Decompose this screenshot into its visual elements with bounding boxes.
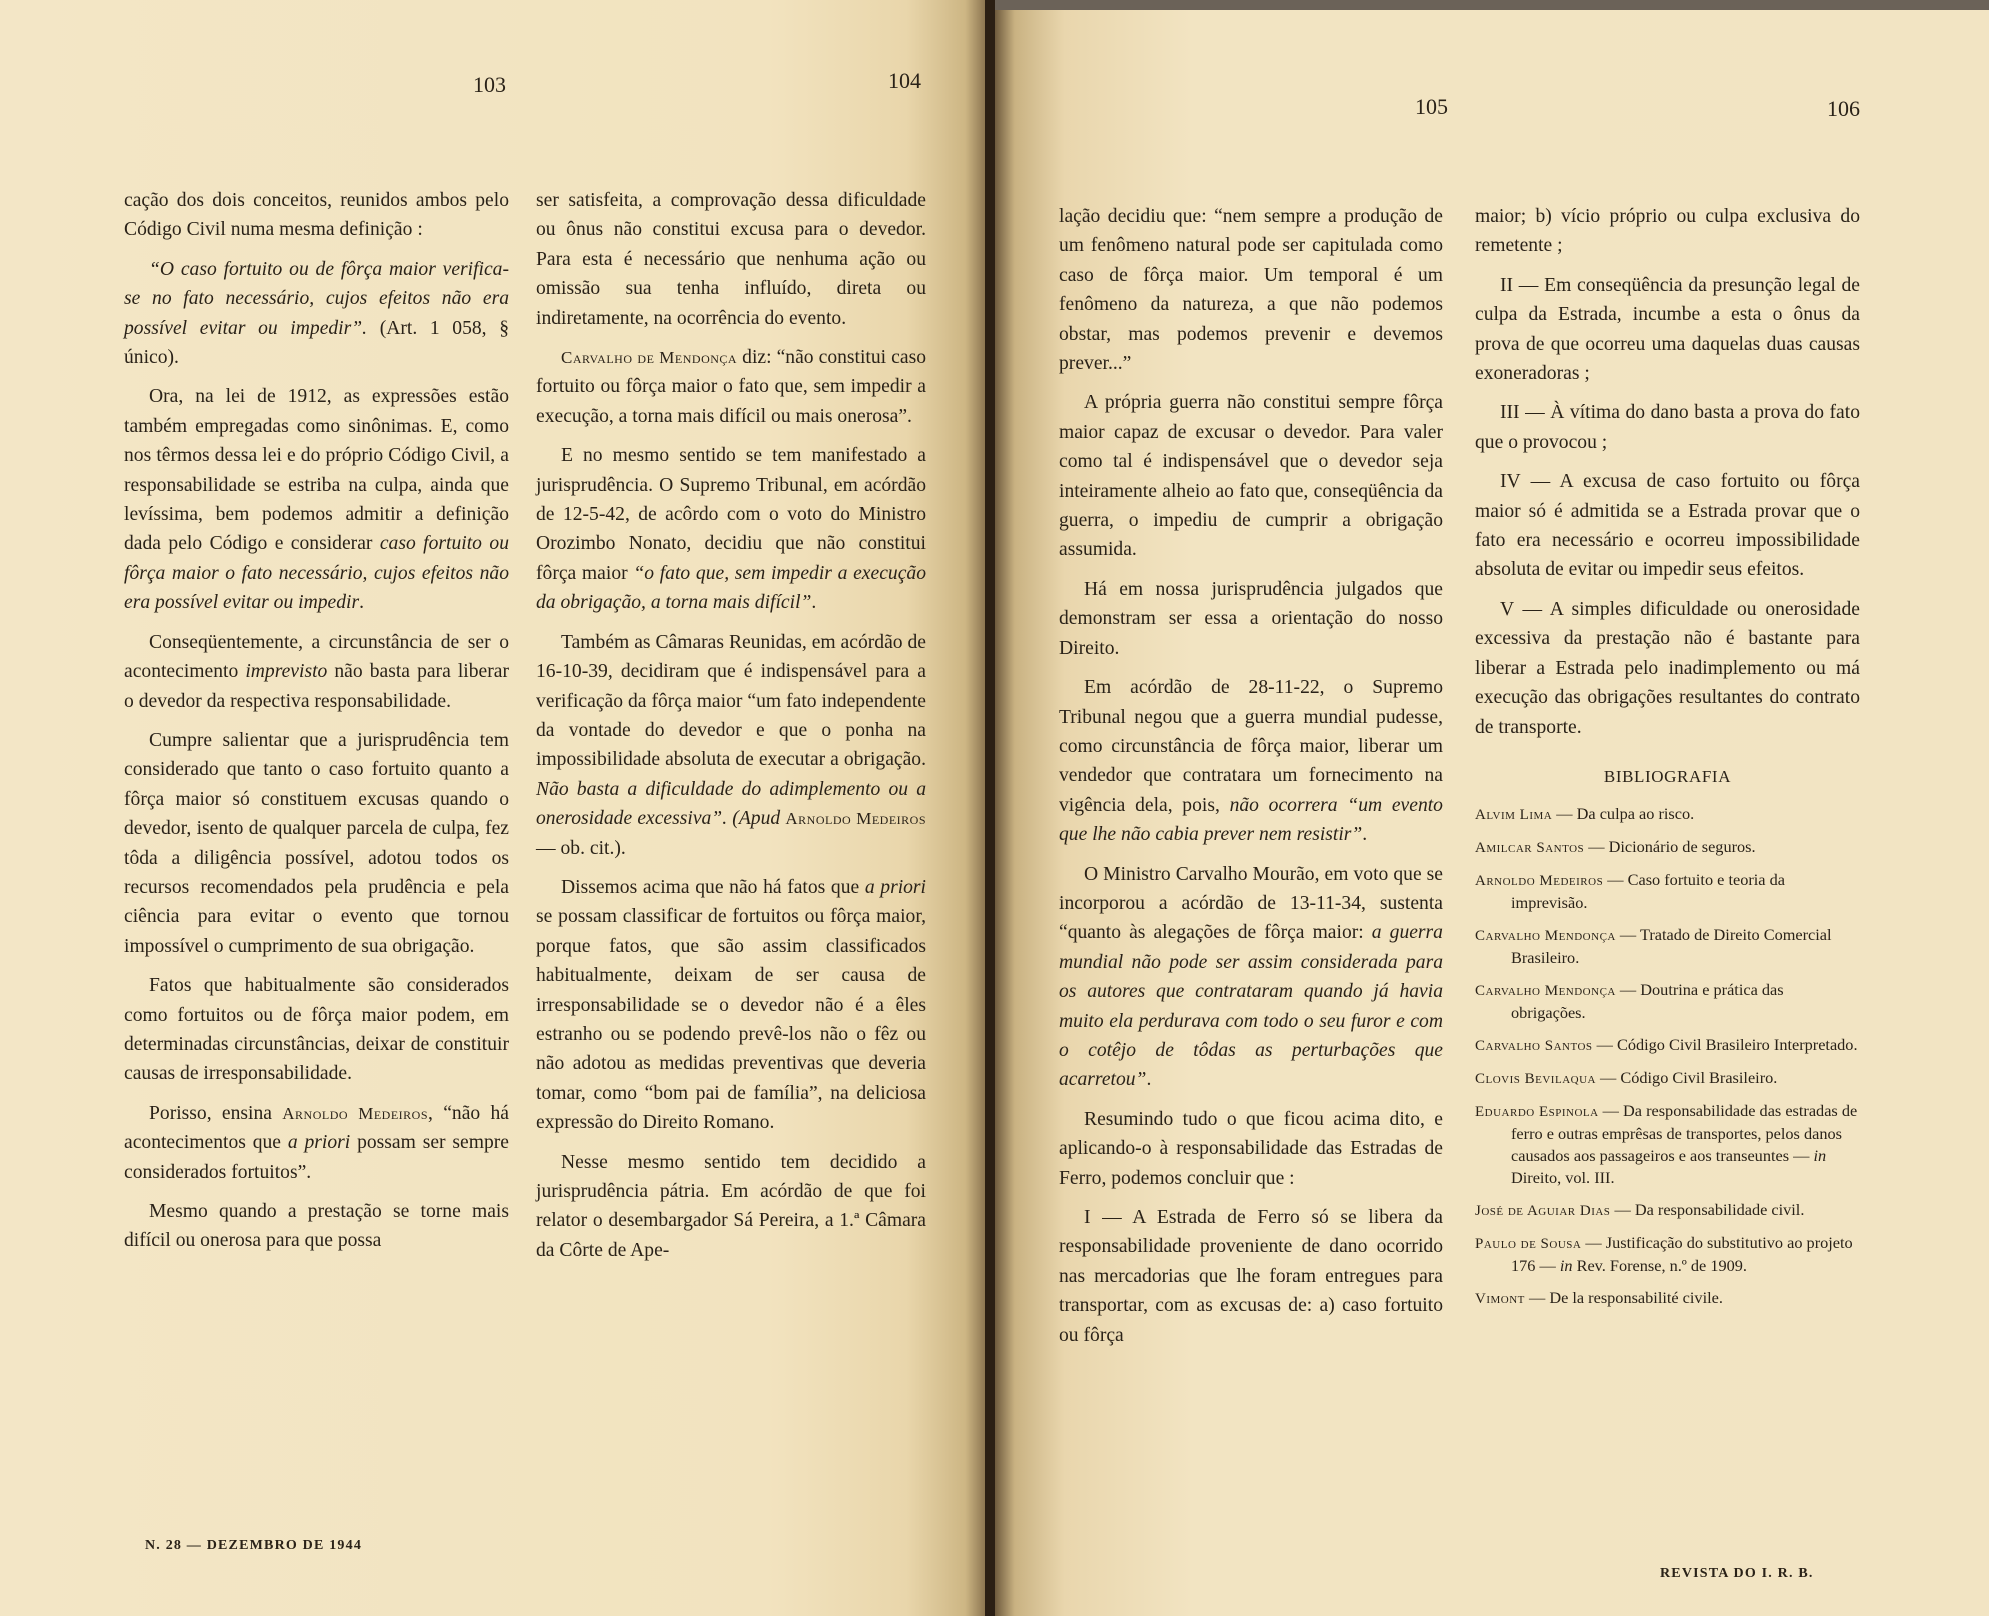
- bibliography-entry: [1475, 803, 1860, 826]
- page-103-paragraph: “O caso fortuito ou de fôrça maior verifica-se no fato necessário, cujos efeitos não era possível evitar ou impedir”. (Art. 1 058, § único).: [124, 258, 509, 369]
- bibliography-list: [1475, 803, 1860, 1310]
- page-103-paragraph: Cumpre salientar que a jurisprudência tem considerado que tanto o caso fortuito quanto a fôrça maior só constituem excusas quando o devedor, isento de qualquer parcela de culpa, fez tôda a diligência possível, adotou todos os recursos recomendados pela prudência e pela ciência para evitar o evento que tornou impossível o cumprimento de sua obrigação.: [124, 729, 509, 957]
- page-106-paragraph: maior; b) vício próprio ou culpa exclusiva do remetente ;: [1475, 206, 1860, 257]
- bibliography-work: — Tratado de Direito Comercial Brasileiro.: [1511, 925, 1832, 968]
- footer-issue-date: N. 28 — DEZEMBRO DE 1944: [145, 1538, 363, 1553]
- bibliography-entry: [1475, 1287, 1860, 1310]
- page-105-paragraph: I — A Estrada de Ferro só se libera da responsabilidade proveniente de dano ocorrido nas mercadorias que lhe foram entregues para transportar, com as excusas de: a) caso fortuito ou fôrça: [1059, 1207, 1443, 1346]
- bibliography-author: Alvim Lima: [1475, 807, 1553, 824]
- page-104-paragraph: E no mesmo sentido se tem manifestado a jurisprudência. O Supremo Tribunal, em acórdão de 12-5-42, de acôrdo com o voto do Ministro Orozimbo Nonato, decidiu que não constitui fôrça maior “o fato que, sem impedir a execução da obrigação, a torna mais difícil”.: [536, 445, 926, 614]
- right-page: [995, 0, 1989, 1616]
- page-103-paragraph: Fatos que habitualmente são considerados como fortuitos ou de fôrça maior podem, em determinadas circunstâncias, deixar de constituir causas de irresponsabilidade.: [124, 975, 509, 1085]
- bibliography-author: Carvalho Mendonça: [1475, 928, 1616, 945]
- page-105-paragraph: Em acórdão de 28-11-22, o Supremo Tribunal negou que a guerra mundial pudesse, como circunstância de fôrça maior, liberar um vendedor que contratara um fornecimento na vigência dela, pois, não ocorrera “um evento que lhe não cabia prever nem resistir”.: [1059, 677, 1443, 846]
- bibliography-entry: [1475, 869, 1860, 914]
- bibliography-work: — Código Civil Brasileiro Interpretado.: [1592, 1035, 1858, 1055]
- page-number-103: 103: [473, 72, 506, 97]
- book-gutter: [985, 0, 995, 1616]
- bibliography-author: Vimont: [1475, 1291, 1525, 1308]
- page-105-paragraph: lação decidiu que: “nem sempre a produção de um fenômeno natural pode ser capitulada como caso de fôrça maior. Um temporal é um fenômeno da natureza, a que não podemos obstar, mas podemos prevenir e devemos prever...”: [1059, 206, 1443, 375]
- page-104-paragraph: Carvalho de Mendonça diz: “não constitui caso fortuito ou fôrça maior o fato que, sem impedir a execução, a torna mais difícil ou mais onerosa”.: [536, 347, 926, 427]
- page-103-paragraph: Conseqüentemente, a circunstância de ser o acontecimento imprevisto não basta para liberar o devedor da respectiva responsabilidade.: [124, 631, 509, 712]
- column-page-103: [124, 186, 509, 1266]
- page-106-paragraph: IV — A excusa de caso fortuito ou fôrça maior só é admitida se a Estrada provar que o fato era necessário e ocorreu impossibilidade absoluta de evitar ou impedir seus efeitos.: [1475, 471, 1860, 581]
- bibliography-author: Eduardo Espinola: [1475, 1104, 1599, 1121]
- bibliography-entry: [1475, 1199, 1860, 1222]
- page-number-105: 105: [1415, 94, 1448, 119]
- bibliography-work: — Dicionário de seguros.: [1584, 837, 1756, 857]
- bibliography-work: — Justificação do substitutivo ao projeto 176 — in Rev. Forense, n.º de 1909.: [1511, 1233, 1853, 1276]
- page-106-paragraph: III — À vítima do dano basta a prova do fato que o provocou ;: [1475, 402, 1860, 453]
- bibliography-entry: [1475, 1034, 1860, 1057]
- column-page-104: [536, 186, 926, 1275]
- bibliography-author: Amilcar Santos: [1475, 840, 1585, 857]
- page-106-paragraph: V — A simples dificuldade ou onerosidade excessiva da prestação não é bastante para liberar a Estrada pelo inadimplemento ou má execução das obrigações resultantes do contrato de transporte.: [1475, 598, 1860, 738]
- bibliography-entry: [1475, 979, 1860, 1024]
- page-104-paragraph: Dissemos acima que não há fatos que a priori se possam classificar de fortuitos ou fôrça maior, porque fatos, que são assim classificados habitualmente, deixam de ser causa de irresponsabilidade se o devedor não é a êles estranho ou se podendo prevê-los não o fêz ou não adotou as medidas preventivas que deveria tomar, como “bom pai de família”, na deliciosa expressão do Direito Romano.: [536, 876, 927, 1134]
- bibliography-author: Paulo de Sousa: [1475, 1236, 1582, 1253]
- bibliography-author: Carvalho Mendonça: [1475, 983, 1616, 1000]
- bibliography-entry: [1475, 1232, 1860, 1277]
- left-page: [0, 0, 985, 1616]
- bibliography-entry: [1475, 1100, 1860, 1189]
- bibliography-entry: [1475, 1067, 1860, 1090]
- bibliography-work: — Caso fortuito e teoria da imprevisão.: [1511, 870, 1785, 913]
- page-106-paragraph: II — Em conseqüência da presunção legal de culpa da Estrada, incumbe a esta o ônus da prova de que ocorreu uma daquelas duas causas exoneradoras ;: [1475, 274, 1860, 385]
- page-103-paragraph: cação dos dois conceitos, reunidos ambos pelo Código Civil numa mesma definição :: [124, 190, 509, 241]
- bibliography-work: — Da responsabilidade civil.: [1610, 1200, 1805, 1220]
- page-number-104: 104: [888, 68, 921, 93]
- bibliography-work: — Código Civil Brasileiro.: [1595, 1068, 1778, 1088]
- scan-top-edge: [995, 0, 1989, 10]
- conclusions-list: [1475, 202, 1860, 742]
- page-105-paragraph: Resumindo tudo o que ficou acima dito, e aplicando-o à responsabilidade das Estradas de Ferro, podemos concluir que :: [1059, 1108, 1443, 1189]
- page-104-paragraph: ser satisfeita, a comprovação dessa dificuldade ou ônus não constitui excusa para o devedor. Para esta é necessário que nenhuma ação ou omissão sua tenha influído, direta ou indiretamente, na ocorrência do evento.: [536, 190, 926, 329]
- bibliography-work: — Da responsabilidade das estradas de ferro e outras emprêsas de transportes, pelos danos causados aos passageiros e aos transeuntes — in Direito, vol. III.: [1511, 1101, 1858, 1188]
- bibliography-entry: [1475, 836, 1860, 859]
- page-103-paragraph: Mesmo quando a prestação se torne mais difícil ou onerosa para que possa: [124, 1201, 509, 1252]
- bibliography-work: — Doutrina e prática das obrigações.: [1511, 980, 1784, 1023]
- page-105-paragraph: Há em nossa jurisprudência julgados que demonstram ser essa a orientação do nosso Direito.: [1059, 578, 1443, 659]
- bibliography-title: BIBLIOGRAFIA: [1603, 766, 1732, 786]
- footer-journal-name: REVISTA DO I. R. B.: [1660, 1566, 1814, 1581]
- bibliography-author: Arnoldo Medeiros: [1475, 873, 1604, 890]
- page-104-paragraph: Também as Câmaras Reunidas, em acórdão de 16-10-39, decidiram que é indispensável para a verificação da fôrça maior “um fato independente da vontade do devedor e que o ponha na impossibilidade absoluta de executar a obrigação. Não basta a dificuldade do adimplemento ou a onerosidade excessiva”. (Apud Arnoldo Medeiros — ob. cit.).: [536, 631, 926, 859]
- page-105-paragraph: A própria guerra não constitui sempre fôrça maior capaz de excusar o devedor. Para valer como tal é indispensável que o devedor seja inteiramente alheio ao fato que, conseqüência da guerra, o impediu de cumprir a obrigação assumida.: [1059, 392, 1443, 561]
- page-103-paragraph: Ora, na lei de 1912, as expressões estão também empregadas como sinônimas. E, como nos têrmos dessa lei e do próprio Código Civil, a responsabilidade se estriba na culpa, ainda que levíssima, bem podemos admitir a definição dada pelo Código e considerar caso fortuito ou fôrça maior o fato necessário, cujos efeitos não era possível evitar ou impedir.: [124, 386, 509, 614]
- bibliography-author: Clovis Bevilaqua: [1475, 1071, 1596, 1088]
- bibliography-author: José de Aguiar Dias: [1475, 1203, 1611, 1220]
- page-103-paragraph: Porisso, ensina Arnoldo Medeiros, “não há acontecimentos que a priori possam ser sempre considerados fortuitos”.: [124, 1102, 509, 1183]
- column-page-106: [1475, 202, 1860, 1320]
- bibliography-work: — De la responsabilité civile.: [1524, 1288, 1723, 1308]
- page-105-paragraph: O Ministro Carvalho Mourão, em voto que se incorporou a acórdão de 13-11-34, sustenta “quanto às alegações de fôrça maior: a guerra mundial não pode ser assim considerada para os autores que contrataram quando já havia muito ela perdurava com todo o seu furor e com o cotêjo de tôdas as perturbações que acarretou”.: [1059, 863, 1443, 1091]
- bibliography-entry: [1475, 924, 1860, 969]
- page-104-paragraph: Nesse mesmo sentido tem decidido a jurisprudência pátria. Em acórdão de que foi relator o desembargador Sá Pereira, a 1.ª Câmara da Côrte de Ape-: [536, 1151, 926, 1261]
- bibliography-author: Carvalho Santos: [1475, 1038, 1593, 1055]
- page-number-106: 106: [1827, 96, 1860, 121]
- bibliography-work: — Da culpa ao risco.: [1552, 804, 1695, 824]
- column-page-105: [1059, 202, 1443, 1360]
